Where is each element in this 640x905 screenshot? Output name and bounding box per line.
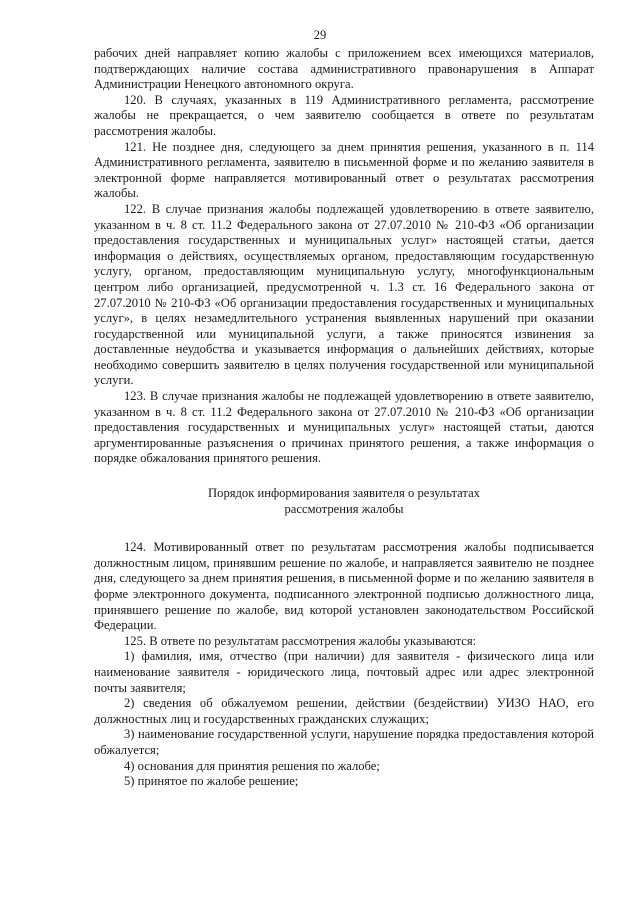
paragraph: 121. Не позднее дня, следующего за днем принятия решения, указанного в п. 114 Административного регламента, заявителю в письменной форме и по желанию заявителя в электронной форме направляется мотивированный ответ о результатах рассмотрения жалобы. [94, 139, 594, 201]
paragraphs-after [94, 540, 594, 790]
paragraph: 3) наименование государственной услуги, нарушение порядка предоставления которой обжалуется; [94, 727, 594, 757]
paragraph: 2) сведения об обжалуемом решении, действии (бездействии) УИЗО НАО, его должностных лиц и государственных гражданских служащих; [94, 696, 594, 726]
paragraph: рабочих дней направляет копию жалобы с приложением всех имеющихся материалов, подтверждающих наличие состава административного правонарушения в Аппарат Администрации Ненецкого автономного округа. [94, 46, 594, 92]
paragraph: 5) принятое по жалобе решение; [124, 774, 299, 789]
paragraph: 125. В ответе по результатам рассмотрения жалобы указываются: [124, 633, 477, 648]
section-heading-line-1: Порядок информирования заявителя о результатах [208, 486, 480, 501]
section-heading-line-2: рассмотрения жалобы [284, 501, 404, 516]
paragraph: 123. В случае признания жалобы не подлежащей удовлетворению в ответе заявителю, указанном в ч. 8 ст. 11.2 Федерального закона от 27.07.2010 № 210-ФЗ «Об организации предоставления государственных и муниципальных услуг» настоящей статьи, даются аргументированные разъяснения о причинах принятого решения, а также информация о порядке обжалования принятого решения. [94, 389, 594, 466]
paragraph: 120. В случаях, указанных в 119 Административного регламента, рассмотрение жалобы не прекращается, о чем заявителю сообщается в ответе по результатам рассмотрения жалобы. [94, 92, 594, 138]
document-body [94, 46, 594, 790]
paragraph: 122. В случае признания жалобы подлежащей удовлетворению в ответе заявителю, указанном в ч. 8 ст. 11.2 Федерального закона от 27.07.2010 № 210-ФЗ «Об организации предоставления государственных и муниципальных услуг» настоящей статьи, дается информация о действиях, осуществляемых органом, предоставляющим государственную услугу, органом, предоставляющим муниципальную услугу, многофункциональным центром либо организацией, предусмотренной ч. 1.3 ст. 16 Федерального закона от 27.07.2010 № 210-ФЗ «Об организации предоставления государственных и муниципальных услуг», в целях незамедлительного устранения выявленных нарушений при оказании государственной или муниципальной услуги, а также приносятся извинения за доставленные неудобства и указывается информация о дальнейших действиях, которые необходимо совершить заявителю в целях получения государственной или муниципальной услуги. [94, 201, 594, 388]
paragraph: 4) основания для принятия решения по жалобе; [124, 758, 380, 773]
paragraph: 1) фамилия, имя, отчество (при наличии) для заявителя - физического лица или наименование заявителя - юридического лица, почтовый адрес или адрес электронной почты заявителя; [94, 649, 594, 695]
section-heading [94, 486, 594, 517]
paragraphs-before [94, 46, 594, 467]
paragraph: 124. Мотивированный ответ по результатам рассмотрения жалобы подписывается должностным лицом, принявшим решение по жалобе, и направляется заявителю не позднее дня, следующего за днем принятия решения, в письменной форме и по желанию заявителя в форме электронного документа, подписанного электронной подписью должностного лица, принявшего решение по жалобе, вид которой установлен законодательством Российской Федерации. [94, 540, 594, 633]
page-number: 29 [313, 28, 327, 42]
